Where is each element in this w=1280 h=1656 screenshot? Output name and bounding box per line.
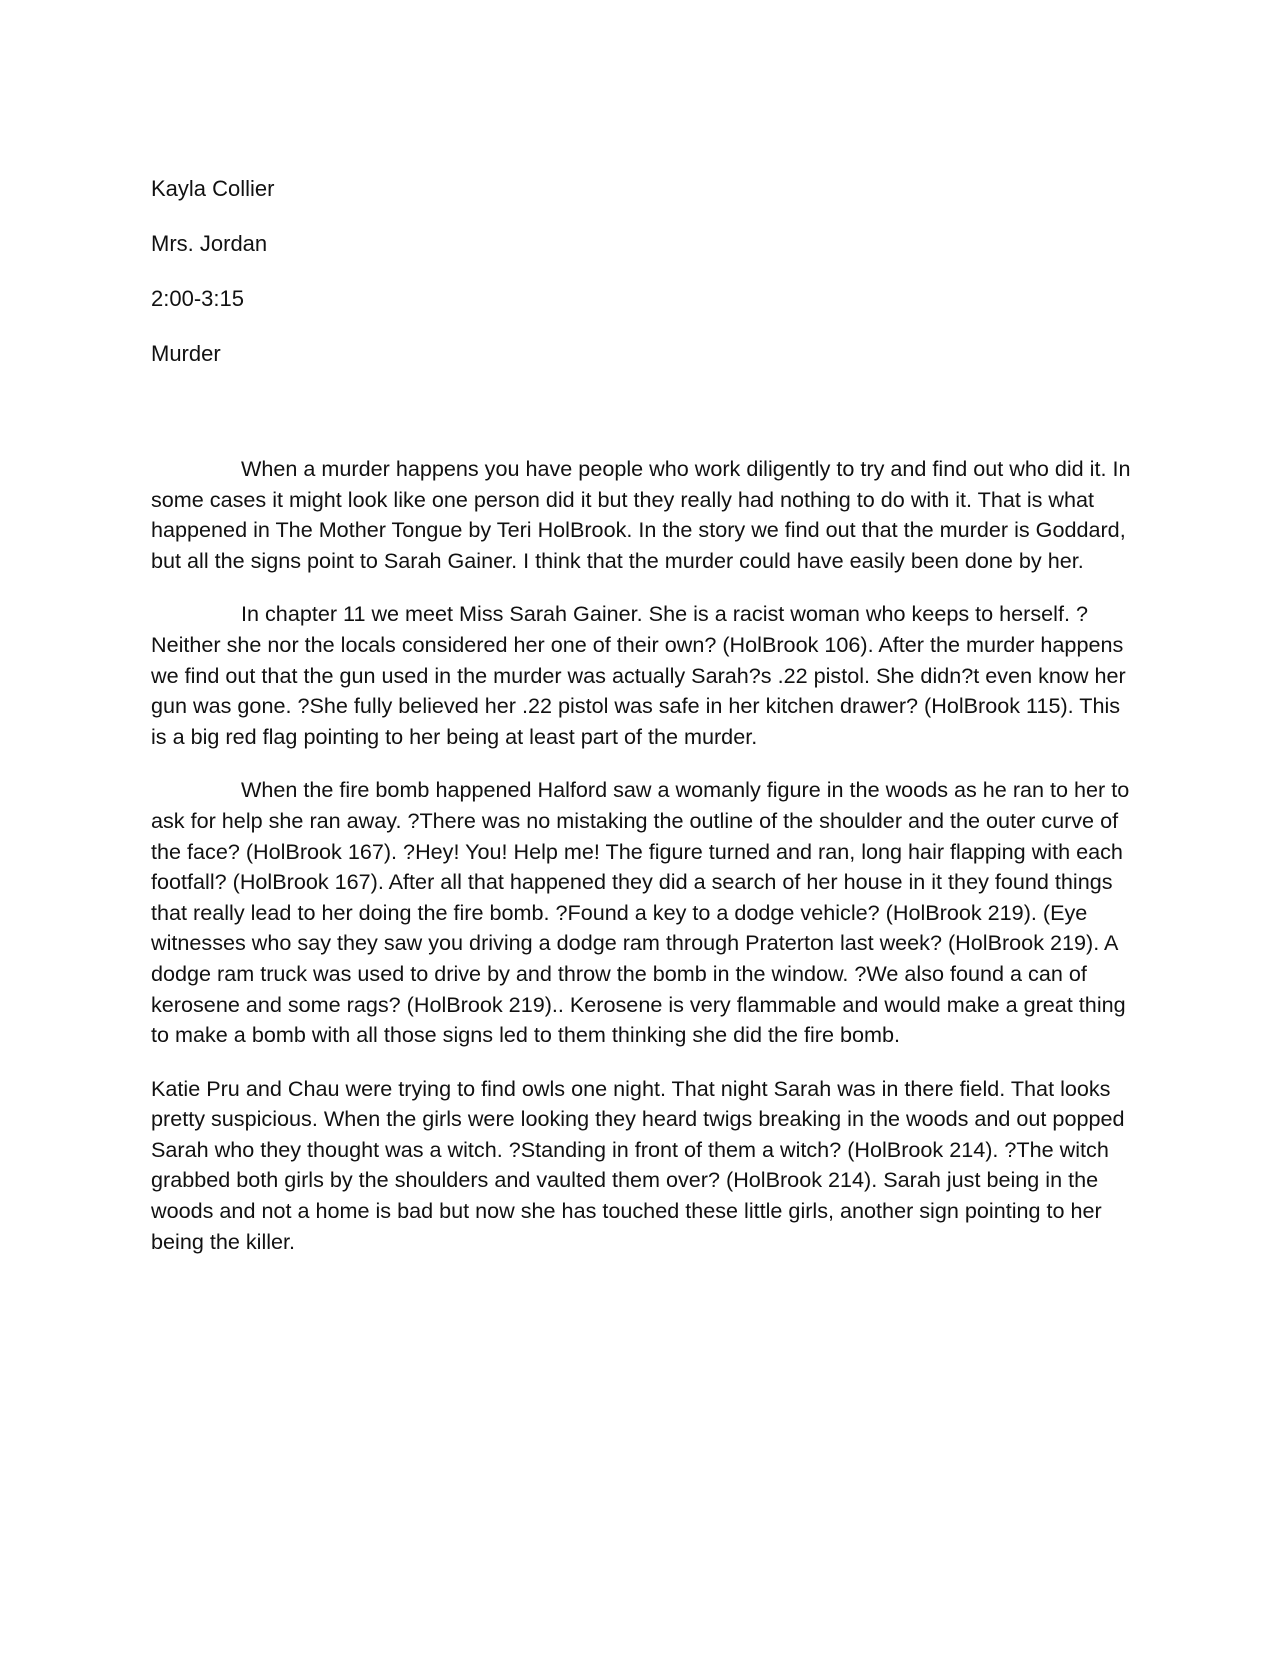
paragraph-2: In chapter 11 we meet Miss Sarah Gainer. She is a racist woman who keeps to herself. ?Neither she nor the locals considered her one of their own? (HolBrook 106). After the murder happens we find out that the gun used in the murder was actually Sarah?s .22 pistol. She didn?t even know her gun was gone. ?She fully believed her .22 pistol was safe in her kitchen drawer? (HolBrook 115). This is a big red flag pointing to her being at least part of the murder. bbox=[151, 601, 1126, 749]
paragraph-3: When the fire bomb happened Halford saw a womanly figure in the woods as he ran to her to ask for help she ran away. ?There was no mistaking the outline of the shoulder and the outer curve of the face? (HolBrook 167). ?Hey! You! Help me! The figure turned and ran, long hair flapping with each footfall? (HolBrook 167). After all that happened they did a search of her house in it they found things that really lead to her doing the fire bomb. ?Found a key to a dodge vehicle? (HolBrook 219). (Eye witnesses who say they saw you driving a dodge ram through Praterton last week? (HolBrook 219). A dodge ram truck was used to drive by and throw the bomb in the window. ?We also found a can of kerosene and some rags? (HolBrook 219).. Kerosene is very flammable and would make a great thing to make a bomb with all those signs led to them thinking she did the fire bomb. bbox=[151, 777, 1130, 1048]
class-time: 2:00-3:15 bbox=[151, 286, 244, 311]
essay-title: Murder bbox=[151, 341, 221, 366]
essay-header bbox=[151, 176, 1131, 396]
essay-body bbox=[151, 454, 1136, 1280]
teacher-name: Mrs. Jordan bbox=[151, 231, 268, 256]
paragraph-4: Katie Pru and Chau were trying to find owls one night. That night Sarah was in there field. That looks pretty suspicious. When the girls were looking they heard twigs breaking in the woods and out popped Sarah who they thought was a witch. ?Standing in front of them a witch? (HolBrook 214). ?The witch grabbed both girls by the shoulders and vaulted them over? (HolBrook 214). Sarah just being in the woods and not a home is bad but now she has touched these little girls, another sign pointing to her being the killer. bbox=[151, 1075, 1125, 1254]
paragraph-1: When a murder happens you have people who work diligently to try and find out who did it. In some cases it might look like one person did it but they really had nothing to do with it. That is what happened in The Mother Tongue by Teri HolBrook. In the story we find out that the murder is Goddard, but all the signs point to Sarah Gainer. I think that the murder could have easily been done by her. bbox=[151, 456, 1131, 573]
student-name: Kayla Collier bbox=[151, 176, 275, 201]
